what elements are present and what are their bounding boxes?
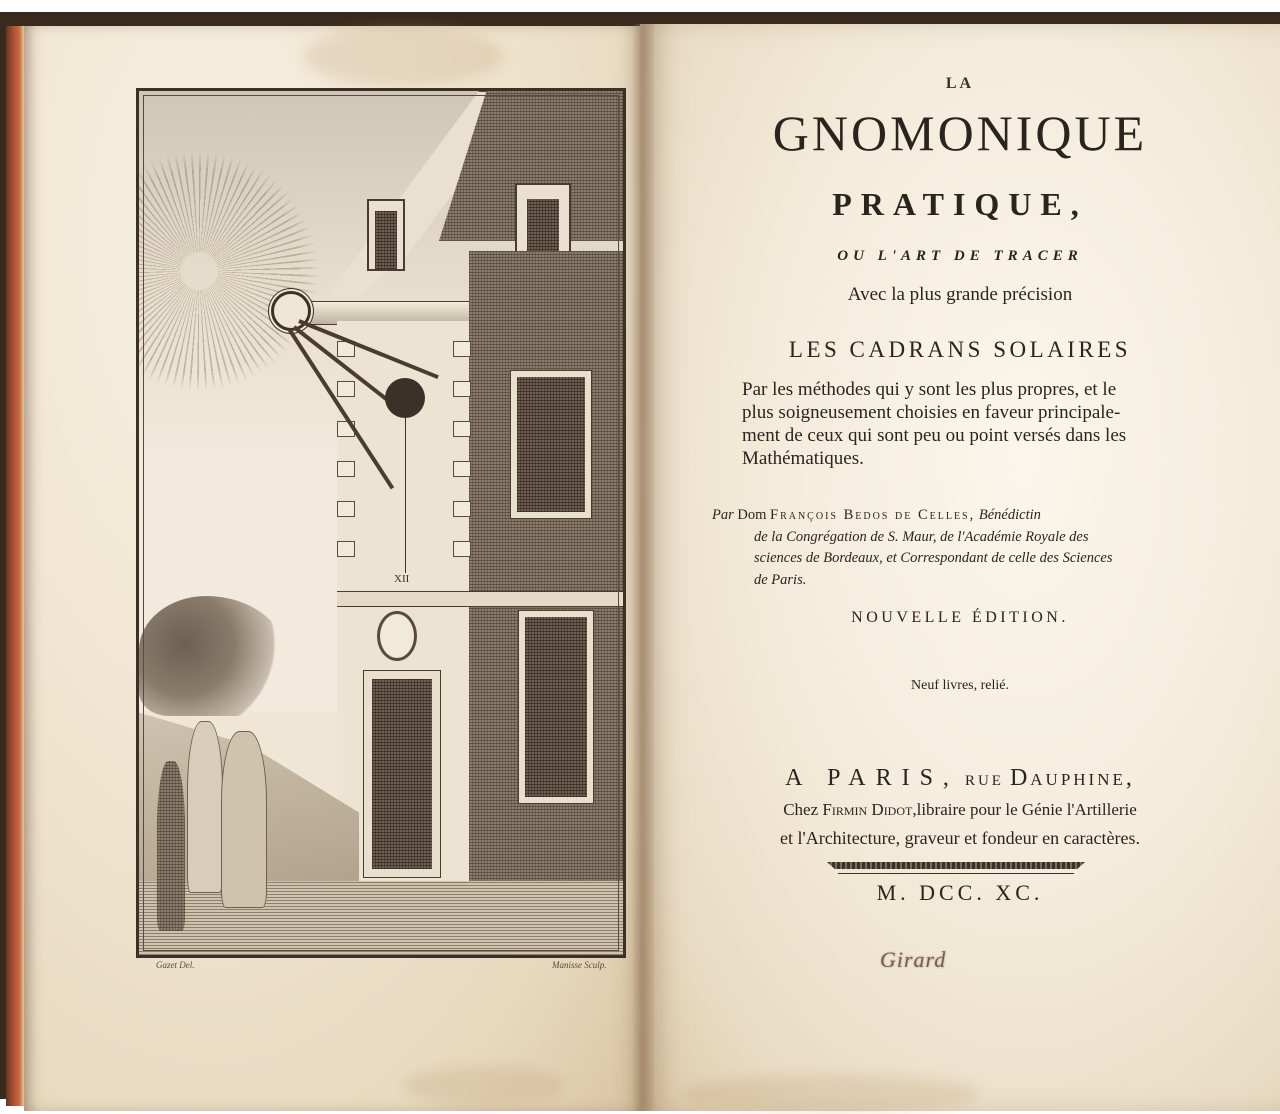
author-name: François Bedos de Celles,	[770, 507, 976, 523]
noon-numeral: XII	[394, 573, 410, 585]
ornamental-rule	[827, 862, 1085, 869]
description-line: Par les méthodes qui y sont les plus propres, et le	[742, 379, 1117, 400]
binding-note: Neuf livres, relié.	[911, 678, 1009, 693]
imprint-line-3: et l'Architecture, graveur et fondeur en caractères.	[779, 828, 1141, 848]
title-article: LA	[945, 75, 975, 92]
description-line: Mathématiques.	[742, 448, 864, 469]
imprint-city	[660, 765, 1260, 792]
water-stain	[404, 1066, 564, 1106]
subject-heading: LES CADRANS SOLAIRES	[788, 337, 1132, 362]
street: Dauphine,	[1009, 765, 1135, 791]
chez: Chez	[783, 800, 819, 819]
water-stain	[304, 26, 504, 86]
dom-label: Dom	[737, 507, 767, 523]
caption-engraver: Manisse Sculp.	[552, 960, 607, 970]
caption-draughtsman: Gazet Del.	[156, 960, 195, 970]
description-line: ment de ceux qui sont peu ou point versés dans les	[742, 425, 1127, 446]
publisher-desc: libraire pour le Génie l'Artillerie	[916, 800, 1137, 819]
plate-border	[143, 95, 619, 951]
publication-date: M. DCC. XC.	[876, 880, 1044, 905]
street-prefix: RUE	[964, 773, 1004, 789]
water-stain	[680, 1074, 980, 1114]
imprint-publisher	[660, 800, 1260, 820]
author-block	[712, 505, 1232, 591]
author-order: Bénédictin	[978, 507, 1041, 523]
subtitle: OU L'ART DE TRACER	[837, 248, 1083, 264]
par-label: Par	[712, 507, 734, 523]
edition: NOUVELLE ÉDITION.	[851, 609, 1069, 626]
description-line: plus soigneusement choisies en faveur principale-	[742, 402, 1121, 423]
ownership-stamp: Girard	[880, 947, 947, 972]
title-main: GNOMONIQUE	[772, 105, 1148, 161]
precision-line: Avec la plus grande précision	[847, 284, 1073, 305]
description	[742, 378, 1252, 470]
author-line	[712, 507, 1041, 523]
title-second: PRATIQUE,	[832, 186, 1088, 222]
author-line: de la Congrégation de S. Maur, de l'Académie Royale des	[754, 528, 1089, 545]
publisher: Firmin Didot,	[822, 800, 917, 819]
book-gutter	[632, 24, 654, 1111]
author-line: de Paris.	[754, 571, 807, 588]
rule-line	[838, 873, 1074, 874]
author-line: sciences de Bordeaux, et Correspondant de celle des Sciences	[754, 550, 1113, 566]
frontispiece-engraving	[136, 88, 626, 958]
city: A PARIS,	[785, 765, 959, 791]
